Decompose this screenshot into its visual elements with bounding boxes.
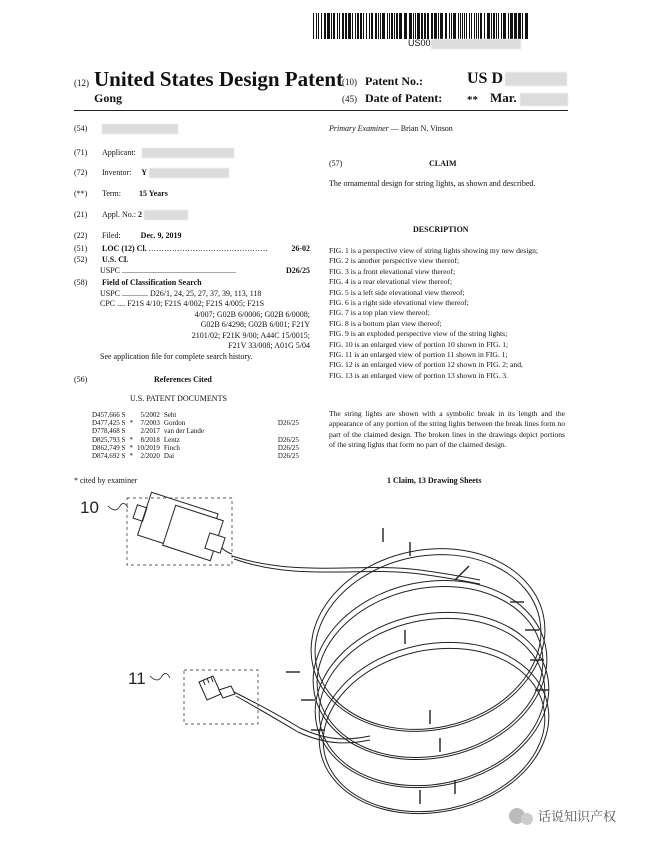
reference-row bbox=[90, 444, 301, 452]
barcode-bar bbox=[321, 13, 322, 39]
reference-date: 10/2019 bbox=[136, 443, 160, 452]
barcode-bar bbox=[427, 13, 429, 39]
references-label: References Cited bbox=[154, 375, 212, 384]
barcode-bar bbox=[318, 13, 319, 39]
barcode-bar bbox=[487, 13, 490, 39]
us-docs-label: U.S. PATENT DOCUMENTS bbox=[130, 394, 227, 403]
filed-field bbox=[74, 231, 182, 242]
barcode-bar bbox=[399, 13, 402, 39]
redacted-block bbox=[431, 39, 521, 49]
barcode-bar bbox=[348, 13, 351, 39]
field-code: (71) bbox=[74, 148, 88, 157]
examiner-dash: — bbox=[388, 124, 401, 133]
barcode-bar bbox=[345, 13, 347, 39]
search-note: See application file for complete search history. bbox=[100, 351, 253, 361]
inventor-label: Inventor: bbox=[102, 168, 132, 177]
barcode-bar bbox=[522, 13, 523, 39]
uspc-value: D26/25 bbox=[286, 266, 310, 275]
light-rings bbox=[294, 527, 565, 834]
inventor-initial: Y bbox=[141, 168, 148, 177]
figure-description: FIG. 7 is a top plan view thereof; bbox=[329, 308, 430, 318]
barcode-bar bbox=[458, 13, 459, 39]
loc-value: 26-02 bbox=[291, 244, 310, 253]
barcode-bar bbox=[460, 13, 461, 39]
figure-description: FIG. 8 is a bottom plan view thereof; bbox=[329, 318, 442, 328]
barcode-bar bbox=[466, 13, 467, 39]
barcode-bar bbox=[391, 13, 393, 39]
reference-star: * bbox=[129, 435, 133, 444]
field-code: (21) bbox=[74, 210, 88, 219]
patent-type-title: United States Design Patent bbox=[94, 67, 344, 91]
barcode-bar bbox=[503, 13, 506, 39]
barcode-number bbox=[408, 38, 521, 49]
figure-label-11: 11 bbox=[128, 669, 146, 688]
us-cl-field bbox=[74, 255, 128, 266]
header-code-10: (10) bbox=[342, 77, 357, 87]
reference-star bbox=[127, 411, 135, 419]
date-stars: ** bbox=[467, 94, 478, 106]
examiner-label: Primary Examiner bbox=[329, 124, 389, 133]
figure-description: FIG. 4 is a rear elevational view thereof; bbox=[329, 277, 453, 287]
barcode-bar bbox=[313, 13, 314, 39]
reference-name: van der Lande bbox=[163, 427, 204, 436]
barcode-bar bbox=[333, 13, 335, 39]
barcode-bar bbox=[417, 13, 420, 39]
redacted-block bbox=[144, 210, 188, 220]
reference-row bbox=[90, 419, 301, 427]
claim-text: The ornamental design for string lights, as shown and described. bbox=[329, 179, 536, 188]
barcode-bar bbox=[355, 13, 356, 39]
uspc-label: USPC bbox=[100, 266, 121, 275]
barcode-bar bbox=[396, 13, 398, 39]
term-value: 15 Years bbox=[139, 189, 168, 198]
barcode bbox=[313, 13, 528, 39]
reference-name: Lentz bbox=[163, 435, 180, 444]
barcode-bar bbox=[514, 13, 517, 39]
term-field bbox=[74, 189, 168, 200]
barcode-bar bbox=[409, 13, 412, 39]
search-uspc: USPC ............. D26/1, 24, 25, 27, 37, 39, 113, 118 bbox=[100, 288, 262, 298]
barcode-bar bbox=[469, 13, 470, 39]
appl-no-label: Appl. No.: bbox=[102, 210, 136, 219]
barcode-bar bbox=[389, 13, 390, 39]
figure-description: FIG. 6 is a right side elevational view thereof; bbox=[329, 298, 469, 308]
patent-no-text: US D bbox=[467, 70, 504, 87]
redacted-block bbox=[505, 72, 567, 86]
barcode-bar bbox=[371, 13, 373, 39]
barcode-bar bbox=[449, 13, 450, 39]
figure-description: FIG. 2 is another perspective view thereof; bbox=[329, 256, 460, 266]
reference-name: Dai bbox=[163, 452, 175, 461]
barcode-bar bbox=[337, 13, 338, 39]
watermark bbox=[509, 808, 616, 825]
barcode-bar bbox=[380, 13, 381, 39]
barcode-bar bbox=[375, 13, 377, 39]
reference-num: D778,468 S bbox=[92, 427, 126, 436]
reference-cls: D26/25 bbox=[277, 443, 299, 452]
appl-no-field bbox=[74, 210, 188, 221]
reference-date: 5/2002 bbox=[140, 411, 160, 419]
reference-name: Gordon bbox=[163, 419, 186, 428]
barcode-bar bbox=[493, 13, 495, 39]
barcode-bar bbox=[480, 13, 482, 39]
reference-star: * bbox=[129, 419, 133, 428]
reference-name: Seht bbox=[163, 411, 177, 419]
barcode-bar bbox=[431, 13, 433, 39]
barcode-bar bbox=[491, 13, 492, 39]
references-field bbox=[74, 375, 310, 386]
barcode-bar bbox=[357, 13, 359, 39]
reference-row bbox=[90, 411, 301, 419]
barcode-bar bbox=[501, 13, 502, 39]
redacted-block bbox=[149, 168, 229, 178]
reference-num: D874,692 S bbox=[92, 452, 126, 461]
figure-description: FIG. 5 is a left side elevational view thereof; bbox=[329, 287, 465, 297]
barcode-bar bbox=[387, 13, 388, 39]
barcode-bar bbox=[462, 13, 463, 39]
applicant-label: Applicant: bbox=[102, 148, 136, 157]
barcode-bar bbox=[378, 13, 379, 39]
barcode-bar bbox=[478, 13, 479, 39]
search-field bbox=[74, 278, 310, 362]
field-code: (58) bbox=[74, 278, 88, 287]
barcode-bar bbox=[525, 13, 528, 39]
barcode-bar bbox=[471, 13, 472, 39]
string-lights-drawing bbox=[0, 490, 653, 841]
figure-description: FIG. 9 is an exploded perspective view of the string lights; bbox=[329, 329, 508, 339]
power-adapter bbox=[133, 492, 232, 560]
reference-row bbox=[90, 427, 301, 435]
redacted-block bbox=[142, 148, 234, 158]
reference-star: * bbox=[129, 452, 133, 461]
reference-date: 2/2017 bbox=[140, 427, 160, 436]
redacted-block bbox=[102, 124, 178, 134]
barcode-number-prefix: US00 bbox=[408, 38, 431, 48]
search-cpc-line: CPC .... F21S 4/10; F21S 4/002; F21S 4/005; F21S bbox=[100, 299, 265, 308]
description-paragraph: The string lights are shown with a symbolic break in its length and the appearance of any portion of the string lights between the break lines form no part of the claimed design. The broken lines in the drawings depict portions of the string lights that form no part of the claimed design. bbox=[329, 409, 565, 450]
examiner-line bbox=[329, 124, 453, 135]
field-code: (**) bbox=[74, 189, 88, 198]
inventor-surname: Gong bbox=[94, 91, 123, 105]
barcode-bar bbox=[476, 13, 477, 39]
reference-row bbox=[90, 436, 301, 444]
patent-no-value bbox=[467, 70, 567, 88]
field-code: (57) bbox=[329, 159, 343, 168]
barcode-bar bbox=[474, 13, 475, 39]
reference-cls: D26/25 bbox=[277, 419, 299, 428]
reference-cls: D26/25 bbox=[277, 435, 299, 444]
figure-label-10: 10 bbox=[80, 498, 99, 517]
reference-star bbox=[127, 427, 135, 435]
barcode-bar bbox=[360, 13, 362, 39]
patent-no-label: Patent No.: bbox=[365, 74, 423, 88]
date-text: Mar. bbox=[490, 90, 517, 105]
header-code-12: (12) bbox=[74, 78, 89, 88]
search-cpc-line: F21V 33/008; A01G 5/04 bbox=[228, 341, 310, 350]
loc-field: (51) LOC (12) Cl. .............................................. 26-02 bbox=[74, 244, 310, 253]
reference-cls bbox=[276, 427, 301, 435]
claims-summary: 1 Claim, 13 Drawing Sheets bbox=[387, 476, 482, 485]
barcode-bar bbox=[434, 13, 437, 39]
barcode-bar bbox=[342, 13, 344, 39]
term-label: Term: bbox=[102, 189, 121, 198]
field-code: (51) bbox=[74, 244, 88, 253]
barcode-bar bbox=[413, 13, 414, 39]
examiner-name: Brian N. Vinson bbox=[400, 124, 453, 133]
barcode-bar bbox=[424, 13, 426, 39]
field-code: (54) bbox=[74, 124, 88, 133]
field-code: (72) bbox=[74, 168, 88, 177]
barcode-bar bbox=[366, 13, 367, 39]
field-code: (52) bbox=[74, 255, 88, 264]
barcode-bar bbox=[415, 13, 416, 39]
reference-date: 8/2018 bbox=[140, 435, 160, 444]
barcode-graphic bbox=[313, 13, 528, 39]
barcode-bar bbox=[484, 13, 485, 39]
claim-heading-row bbox=[329, 159, 565, 170]
figure-description: FIG. 10 is an enlarged view of portion 10 shown in FIG. 1; bbox=[329, 339, 509, 349]
search-cpc-line: 4/007; G02B 6/0006; G02B 6/0008; bbox=[194, 309, 310, 319]
reference-num: D477,425 S bbox=[92, 419, 126, 428]
reference-num: D457,666 S bbox=[92, 411, 126, 419]
barcode-bar bbox=[352, 13, 353, 39]
figure-description: FIG. 13 is an enlarged view of portion 13 shown in FIG. 3. bbox=[329, 370, 508, 380]
references-table bbox=[90, 411, 301, 460]
field-code: (56) bbox=[74, 375, 88, 384]
reference-row bbox=[90, 452, 301, 460]
barcode-bar bbox=[508, 13, 509, 39]
reference-date: 7/2003 bbox=[140, 419, 160, 428]
filed-label: Filed: bbox=[102, 231, 121, 240]
barcode-bar bbox=[327, 13, 330, 39]
header-code-45: (45) bbox=[342, 94, 357, 104]
figure-description: FIG. 12 is an enlarged view of portion 12 shown in FIG. 2; and, bbox=[329, 360, 523, 370]
claim-heading: CLAIM bbox=[429, 159, 457, 168]
us-cl-label: U.S. Cl. bbox=[102, 255, 129, 264]
redacted-block bbox=[520, 93, 568, 106]
header-rule bbox=[74, 110, 568, 111]
watermark-text: 话说知识产权 bbox=[538, 810, 617, 825]
reference-num: D862,749 S bbox=[92, 443, 126, 452]
barcode-bar bbox=[440, 13, 443, 39]
reference-num: D825,793 S bbox=[92, 435, 126, 444]
barcode-bar bbox=[518, 13, 521, 39]
figure-description: FIG. 11 is an enlarged view of portion 11 shown in FIG. 1; bbox=[329, 350, 508, 360]
reference-cls: D26/25 bbox=[277, 452, 299, 461]
reference-star: * bbox=[129, 443, 133, 452]
barcode-bar bbox=[369, 13, 370, 39]
uspc-field: USPC ......................................................... D26/25 bbox=[100, 266, 310, 275]
reference-cls bbox=[276, 411, 301, 419]
barcode-bar bbox=[453, 13, 456, 39]
barcode-bar bbox=[331, 13, 332, 39]
figure-description: FIG. 1 is a perspective view of string lights showing my new design; bbox=[329, 246, 539, 255]
barcode-bar bbox=[382, 13, 385, 39]
barcode-bar bbox=[394, 13, 395, 39]
barcode-bar bbox=[363, 13, 364, 39]
barcode-bar bbox=[316, 13, 317, 39]
figure-list bbox=[329, 246, 565, 381]
barcode-bar bbox=[498, 13, 499, 39]
barcode-bar bbox=[339, 13, 340, 39]
barcode-bar bbox=[404, 13, 407, 39]
appl-no-prefix: 2 bbox=[138, 210, 142, 219]
barcode-bar bbox=[445, 13, 447, 39]
inventor-field bbox=[74, 168, 229, 179]
search-cpc-line: G02B 6/4298; G02B 6/001; F21Y bbox=[200, 320, 310, 329]
barcode-bar bbox=[438, 13, 439, 39]
date-of-patent-value bbox=[490, 90, 568, 106]
cited-note: * cited by examiner bbox=[74, 476, 138, 485]
title-field bbox=[74, 124, 178, 135]
loc-label: LOC (12) Cl. bbox=[102, 244, 147, 253]
description-heading: DESCRIPTION bbox=[413, 225, 469, 234]
end-connector bbox=[199, 676, 370, 743]
barcode-bar bbox=[496, 13, 497, 39]
filed-value: Dec. 9, 2019 bbox=[140, 231, 182, 240]
barcode-bar bbox=[451, 13, 452, 39]
barcode-bar bbox=[510, 13, 513, 39]
reference-name: Finch bbox=[163, 443, 180, 452]
applicant-field bbox=[74, 148, 234, 159]
barcode-bar bbox=[324, 13, 326, 39]
reference-date: 2/2020 bbox=[140, 452, 160, 461]
barcode-bar bbox=[421, 13, 423, 39]
field-code: (22) bbox=[74, 231, 88, 240]
search-cpc-line: 2101/02; F21K 9/00; A44C 15/0015; bbox=[191, 330, 310, 340]
barcode-bar bbox=[464, 13, 465, 39]
date-of-patent-label: Date of Patent: bbox=[365, 91, 443, 105]
figure-description: FIG. 3 is a front elevational view thereof; bbox=[329, 266, 456, 276]
search-label: Field of Classification Search bbox=[102, 278, 202, 287]
